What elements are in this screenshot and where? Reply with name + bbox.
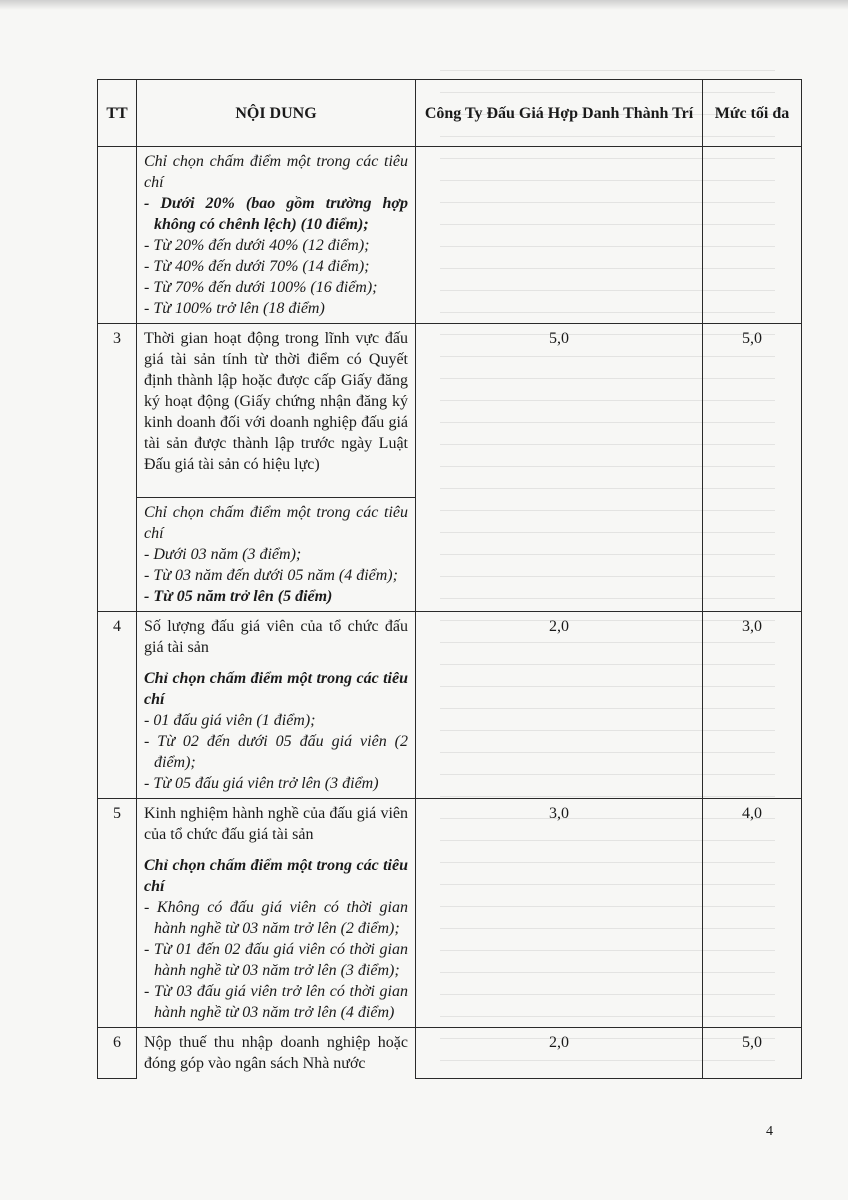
cell-content [137, 1028, 416, 1079]
criteria-list [144, 710, 408, 794]
row-title: Nộp thuế thu nhập doanh nghiệp hoặc đóng góp vào ngân sách Nhà nước [144, 1034, 408, 1072]
header-cong-ty: Công Ty Đấu Giá Hợp Danh Thành Trí [416, 80, 703, 147]
cell-max [703, 147, 802, 324]
criteria-item: - 01 đấu giá viên (1 điểm); [144, 712, 316, 729]
cell-max: 5,0 [703, 1028, 802, 1079]
cell-tt: 4 [98, 612, 137, 799]
criteria-item: - Từ 02 đến dưới 05 đấu giá viên (2 điểm); [144, 733, 408, 771]
cell-title [137, 324, 416, 498]
criteria-heading: Chỉ chọn chấm điểm một trong các tiêu chí [144, 504, 408, 542]
cell-tt: 5 [98, 799, 137, 1028]
criteria-item: - Từ 70% đến dưới 100% (16 điểm); [144, 279, 378, 296]
cell-score: 2,0 [416, 612, 703, 799]
cell-max: 3,0 [703, 612, 802, 799]
scoring-table [97, 79, 802, 1079]
cell-max: 4,0 [703, 799, 802, 1028]
criteria-item: - Từ 01 đến 02 đấu giá viên có thời gian hành nghề từ 03 năm trở lên (3 điểm); [144, 941, 408, 979]
table-row [98, 324, 802, 498]
criteria-item: - Dưới 20% (bao gồm trường hợp không có chênh lệch) (10 điểm); [144, 195, 408, 233]
criteria-list [144, 193, 408, 319]
cell-tt: 6 [98, 1028, 137, 1079]
header-tt: TT [98, 80, 137, 147]
header-muc-toi-da: Mức tối đa [703, 80, 802, 147]
cell-score: 3,0 [416, 799, 703, 1028]
cell-content [137, 612, 416, 799]
criteria-item: - Từ 20% đến dưới 40% (12 điểm); [144, 237, 370, 254]
cell-tt: 3 [98, 324, 137, 612]
criteria-item: - Từ 40% đến dưới 70% (14 điểm); [144, 258, 370, 275]
cell-tt [98, 147, 137, 324]
table-row [98, 612, 802, 799]
cell-score: 2,0 [416, 1028, 703, 1079]
criteria-item: - Dưới 03 năm (3 điểm); [144, 546, 302, 563]
scan-edge [0, 0, 848, 10]
criteria-item: - Từ 05 năm trở lên (5 điểm) [144, 588, 333, 605]
table-row-continued [98, 147, 802, 324]
criteria-item: - Từ 03 năm đến dưới 05 năm (4 điểm); [144, 567, 398, 584]
header-noi-dung: NỘI DUNG [137, 80, 416, 147]
table-row [98, 799, 802, 1028]
cell-content [137, 147, 416, 324]
criteria-item: - Từ 05 đấu giá viên trở lên (3 điểm) [144, 775, 379, 792]
cell-score: 5,0 [416, 324, 703, 612]
criteria-item: - Không có đấu giá viên có thời gian hành nghề từ 03 năm trở lên (2 điểm); [144, 899, 408, 937]
criteria-heading: Chỉ chọn chấm điểm một trong các tiêu chí [144, 153, 408, 191]
criteria-list [144, 544, 408, 607]
cell-max: 5,0 [703, 324, 802, 612]
table-header-row [98, 80, 802, 147]
row-title: Số lượng đấu giá viên của tổ chức đấu giá tài sản [144, 618, 408, 656]
page-number: 4 [766, 1124, 773, 1139]
cell-content [137, 799, 416, 1028]
cell-score [416, 147, 703, 324]
row-title: Thời gian hoạt động trong lĩnh vực đấu giá tài sản tính từ thời điểm có Quyết định thành lập hoặc được cấp Giấy đăng ký hoạt động (Giấy chứng nhận đăng ký kinh doanh đối với doanh nghiệp đấu giá tài sản được thành lập trước ngày Luật Đấu giá tài sản có hiệu lực) [144, 330, 408, 473]
cell-criteria [137, 498, 416, 612]
criteria-heading: Chỉ chọn chấm điểm một trong các tiêu chí [144, 670, 408, 708]
table-row [98, 1028, 802, 1079]
criteria-heading: Chỉ chọn chấm điểm một trong các tiêu chí [144, 857, 408, 895]
criteria-item: - Từ 03 đấu giá viên trở lên có thời gian hành nghề từ 03 năm trở lên (4 điểm) [144, 983, 408, 1021]
criteria-list [144, 897, 408, 1023]
row-title: Kinh nghiệm hành nghề của đấu giá viên của tổ chức đấu giá tài sản [144, 805, 408, 843]
criteria-item: - Từ 100% trở lên (18 điểm) [144, 300, 325, 317]
